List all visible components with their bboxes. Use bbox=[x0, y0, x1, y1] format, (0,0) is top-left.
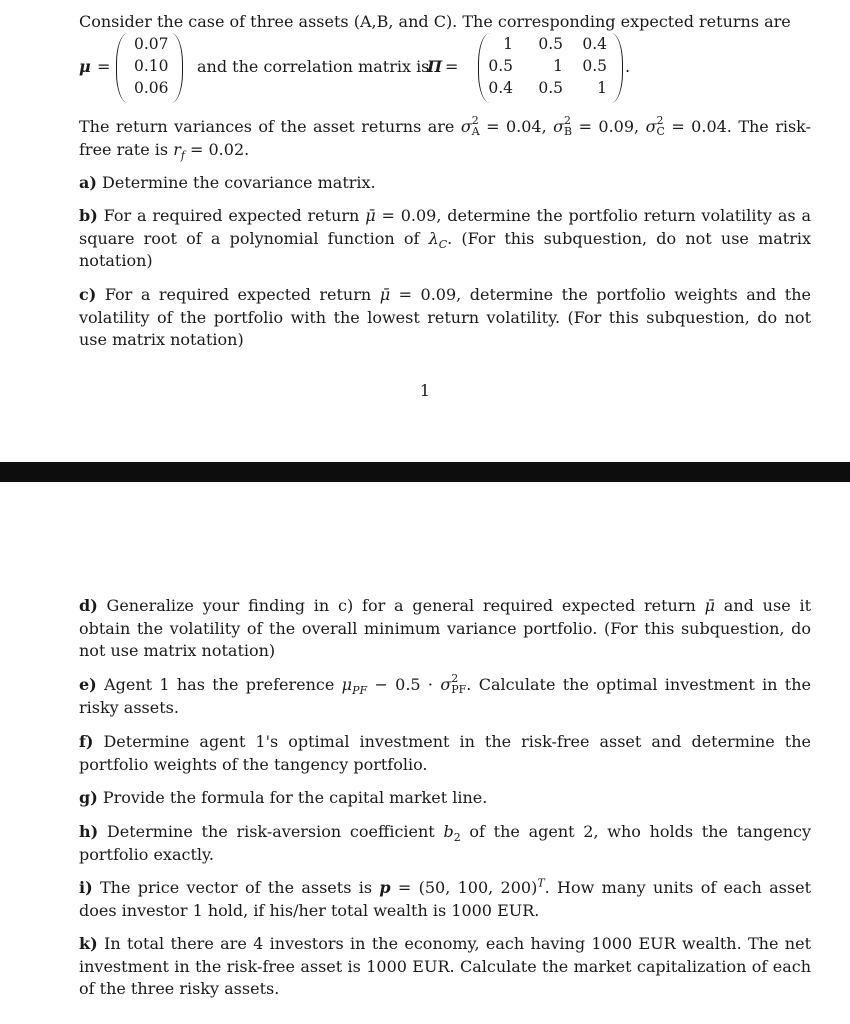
mu-vector bbox=[116, 33, 183, 103]
left-paren bbox=[116, 33, 128, 103]
corr-cell: 0.4 bbox=[488, 79, 513, 97]
corr-cell: 0.5 bbox=[582, 57, 607, 75]
mu-b: 0.10 bbox=[134, 57, 169, 75]
pi-symbol: Π bbox=[427, 57, 443, 76]
corr-cell: 0.5 bbox=[538, 79, 563, 97]
question-g: g) Provide the formula for the capital market line. bbox=[79, 788, 488, 807]
right-paren bbox=[611, 33, 623, 103]
right-paren bbox=[171, 33, 183, 103]
corr-cell: 0.4 bbox=[582, 35, 607, 53]
page-2 bbox=[0, 482, 850, 1024]
question-b: b) For a required expected return μ̄ = 0.09, determine the portfolio return volatility as a square root of a polynomial function of $\lambda_C$. (For this subquestion, do not use matrix notation) bbox=[79, 206, 811, 270]
page-divider bbox=[0, 462, 850, 482]
variances-text: The return variances of the asset returns are σ 2 A = 0.04, σ 2 B = 0.09, σ 2 C = 0.04. The risk-free rate is $r_f = 0.02$. bbox=[79, 113, 811, 162]
corr-cell: 0.5 bbox=[488, 57, 513, 75]
equals-sign-2: = bbox=[445, 57, 459, 76]
question-h: h) Determine the risk-aversion coefficient $b_2$ of the agent 2, who holds the tangency portfolio exactly. bbox=[79, 822, 812, 864]
corr-cell: 1 bbox=[597, 79, 607, 97]
page-number: 1 bbox=[419, 381, 431, 400]
mu-c: 0.06 bbox=[134, 79, 169, 97]
question-e: e) Agent 1 has the preference $\mu_{PF} - 0.5 \cdot \sigma$ 2 PF . Calculate the optimal investment in the risky assets. bbox=[79, 671, 812, 717]
corr-cell: 0.5 bbox=[538, 35, 563, 53]
period: . bbox=[625, 57, 631, 76]
question-f: f) Determine agent 1's optimal investment in the risk-free asset and determine the portfolio weights of the tangency portfolio. bbox=[79, 732, 811, 774]
correlation-matrix bbox=[478, 33, 623, 103]
given-data-equation bbox=[79, 33, 811, 103]
question-k: k) In total there are 4 investors in the economy, each having 1000 EUR wealth. The net investment in the risk-free asset is 1000 EUR. Calculate the market capitalization of each of the three risky assets. bbox=[79, 934, 811, 998]
intro-text bbox=[79, 11, 811, 34]
question-a: a) Determine the covariance matrix. bbox=[79, 173, 376, 192]
question-i: i) The price vector of the assets is p = (50, 100, 200)$^T$. How many units of each asset does investor 1 hold, if his/her total wealth is 1000 EUR. bbox=[79, 876, 812, 920]
mu-symbol: μ bbox=[79, 57, 91, 76]
corr-cell: 1 bbox=[553, 57, 563, 75]
mu-a: 0.07 bbox=[134, 35, 169, 53]
page-1 bbox=[0, 0, 850, 462]
corr-cell: 1 bbox=[503, 35, 513, 53]
question-c: c) For a required expected return μ̄ = 0.09, determine the portfolio weights and the volatility of the portfolio with the lowest return volatility. (For this subquestion, do not use matrix notation) bbox=[79, 285, 811, 349]
correlation-label: and the correlation matrix is bbox=[197, 57, 430, 76]
intro-sentence: Consider the case of three assets (A,B, and C). The corresponding expected returns are bbox=[79, 12, 791, 31]
equals-sign: = bbox=[97, 57, 111, 76]
question-d: d) Generalize your finding in c) for a general required expected return μ̄ and use it obtain the volatility of the overall minimum variance portfolio. (For this subquestion, do not use matrix notation) bbox=[79, 596, 812, 660]
